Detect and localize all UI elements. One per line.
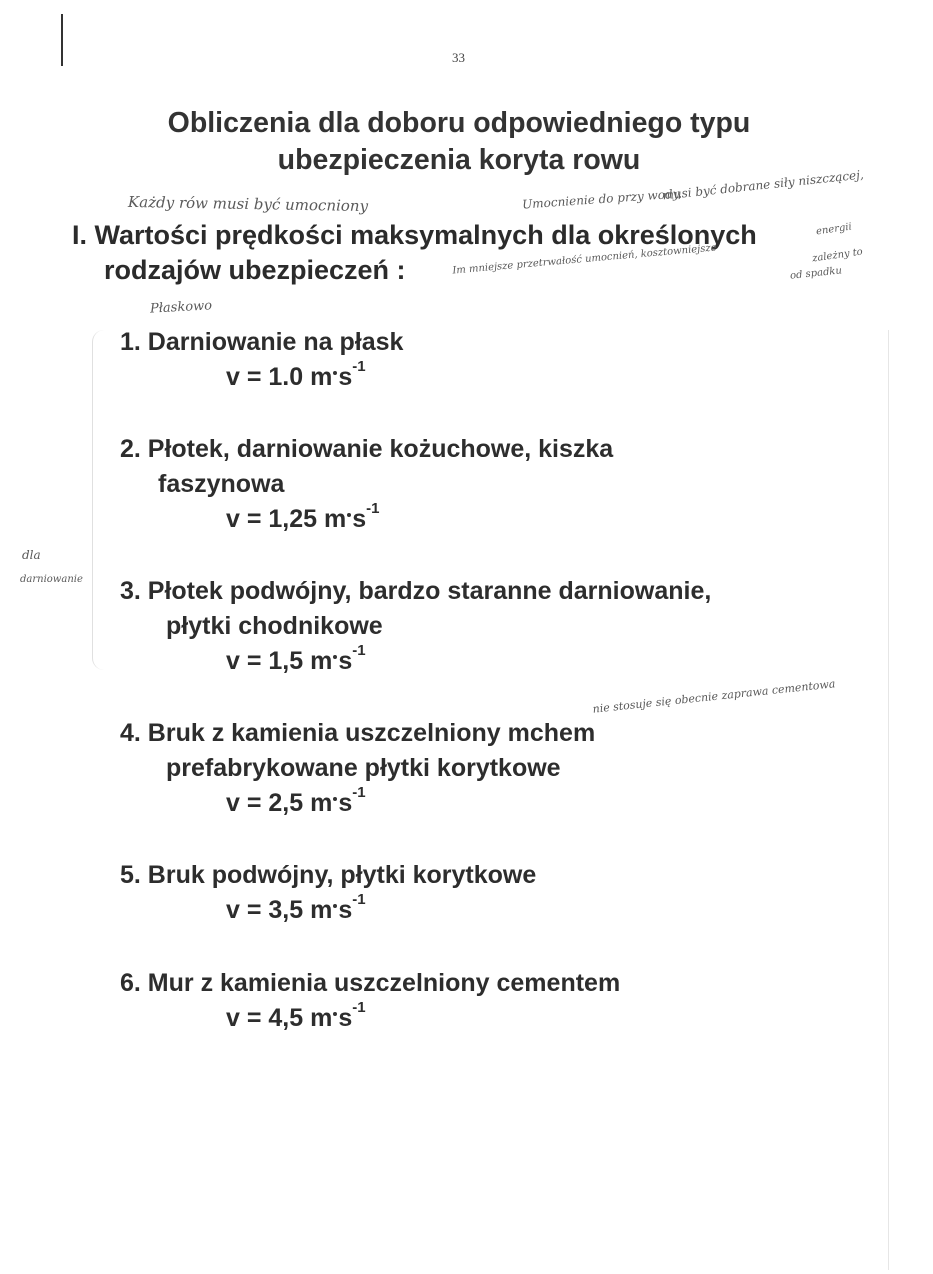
multiplication-dot [333, 655, 337, 659]
handwritten-note-od-spadku: od spadku [789, 265, 843, 282]
velocity-value: v = 1,5 m [226, 647, 333, 675]
list-item [120, 432, 840, 537]
multiplication-dot [333, 371, 337, 375]
handwritten-note-darniowanie: darniowanie [20, 574, 83, 585]
page-edge-line [888, 330, 889, 1270]
item-velocity [120, 1001, 840, 1036]
unit-exponent: -1 [352, 358, 366, 375]
page-title-line-2: ubezpieczenia koryta rowu [277, 144, 641, 176]
velocity-value: v = 1,25 m [226, 505, 347, 533]
handwritten-note-musi-byc-umocniony: Każdy rów musi być umocniony [127, 192, 369, 216]
item-label: 3. Płotek podwójny, bardzo staranne darniowanie, [120, 577, 712, 605]
multiplication-dot [333, 797, 337, 801]
multiplication-dot [347, 513, 351, 517]
velocity-unit: s [352, 505, 367, 533]
page-title-line-1: Obliczenia dla doboru odpowiedniego typu [167, 107, 751, 139]
section-heading [72, 218, 832, 288]
velocity-value: v = 2,5 m [226, 789, 333, 817]
list-item [120, 858, 840, 928]
item-continuation: faszynowa [158, 470, 285, 498]
list-item [120, 716, 840, 821]
velocity-value: v = 1.0 m [226, 363, 333, 391]
handwritten-note-im-mniejsze: Im mniejsze przetrwałość umocnień, kosztowniejsze [452, 242, 718, 277]
item-label: 1. Darniowanie na płask [120, 328, 404, 356]
item-velocity [120, 360, 840, 395]
item-continuation: prefabrykowane płytki korytkowe [166, 754, 561, 782]
handwritten-note-umocnienie: Umocnienie do przy wody, [521, 186, 683, 212]
item-velocity [120, 644, 840, 679]
list-item [120, 325, 840, 395]
item-velocity [120, 893, 840, 928]
velocity-value: v = 4,5 m [226, 1004, 333, 1032]
multiplication-dot [333, 1012, 337, 1016]
page-title [0, 105, 918, 179]
list-item [120, 574, 840, 679]
item-continuation: płytki chodnikowe [166, 612, 383, 640]
unit-exponent: -1 [352, 784, 366, 801]
item-velocity [120, 786, 840, 821]
handwritten-note-dobrane: musi być dobrane siły niszczącej, [661, 167, 865, 203]
unit-exponent: -1 [366, 500, 380, 517]
velocity-unit: s [338, 1004, 353, 1032]
unit-exponent: -1 [352, 891, 366, 908]
page-number: 33 [452, 50, 465, 65]
unit-exponent: -1 [352, 999, 366, 1016]
section-heading-line-2: rodzajów ubezpieczeń : [104, 255, 406, 285]
velocity-unit: s [338, 896, 353, 924]
multiplication-dot [333, 904, 337, 908]
item-label: 4. Bruk z kamienia uszczelniony mchem [120, 719, 596, 747]
list-item [120, 966, 840, 1036]
handwritten-note-dla: dla [22, 548, 41, 562]
handwritten-note-zalezny: zależny to [811, 246, 864, 265]
velocity-unit: s [338, 363, 353, 391]
item-label: 5. Bruk podwójny, płytki korytkowe [120, 861, 537, 889]
margin-mark [61, 14, 63, 66]
handwritten-note-zaprawa: nie stosuje się obecnie zaprawa cementowa [591, 677, 836, 716]
item-label: 2. Płotek, darniowanie kożuchowe, kiszka [120, 435, 614, 463]
margin-bracket [92, 330, 105, 670]
section-heading-line-1: I. Wartości prędkości maksymalnych dla określonych [72, 220, 757, 250]
item-label: 6. Mur z kamienia uszczelniony cementem [120, 969, 621, 997]
unit-exponent: -1 [352, 642, 366, 659]
handwritten-note-energii: energii [815, 221, 853, 238]
item-velocity [120, 502, 840, 537]
velocity-unit: s [338, 789, 353, 817]
velocity-unit: s [338, 647, 353, 675]
handwritten-note-plaskowo: Płaskowo [149, 298, 213, 317]
velocity-value: v = 3,5 m [226, 896, 333, 924]
